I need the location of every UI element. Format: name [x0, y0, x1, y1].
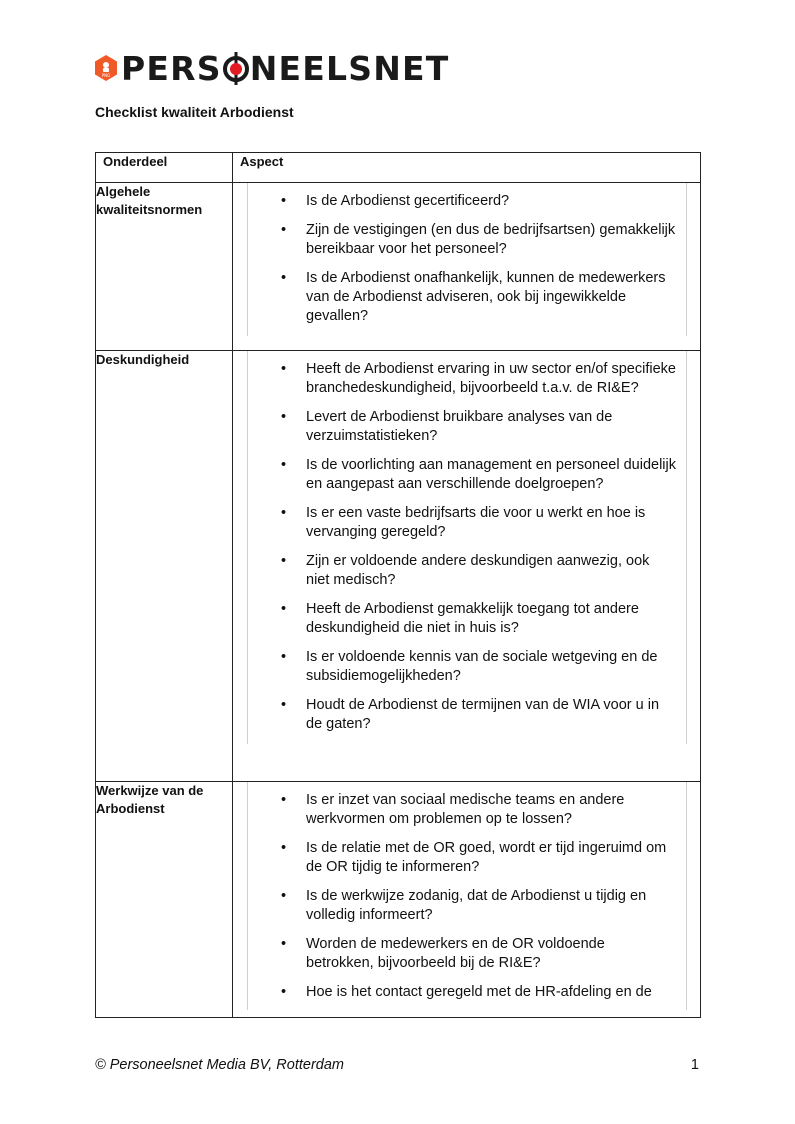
bullet-icon: • [281, 361, 287, 377]
list-item: • Heeft de Arbodienst gemakkelijk toegang tot andere deskundigheid die niet in huis is? [281, 601, 639, 636]
list-item: • Is de werkwijze zodanig, dat de Arbodienst u tijdig en volledig informeert? [281, 888, 647, 923]
list-item: • Is er voldoende kennis van de sociale wetgeving en de subsidiemogelijkheden? [281, 649, 658, 684]
list-item: • Is de relatie met de OR goed, wordt er tijd ingeruimd om de OR tijdig te informeren? [281, 840, 667, 875]
header-aspect: Aspect [233, 153, 701, 183]
checklist-table [95, 152, 701, 1018]
bullet-icon: • [281, 984, 287, 1000]
bullet-icon: • [281, 792, 287, 808]
bullet-icon: • [281, 457, 287, 473]
bullet-icon: • [281, 649, 287, 665]
bullet-icon: • [281, 936, 287, 952]
list-item: • Worden de medewerkers en de OR voldoende betrokken, bijvoorbeeld bij de RI&E? [281, 936, 605, 971]
hexagon-badge-icon [95, 55, 117, 81]
bullet-icon: • [281, 270, 287, 286]
list-item: • Houdt de Arbodienst de termijnen van de WIA voor u in de gaten? [281, 697, 660, 732]
bullet-icon: • [281, 840, 287, 856]
personeelsnet-logo [95, 50, 450, 86]
list-item: • Zijn de vestigingen (en dus de bedrijfsartsen) gemakkelijk bereikbaar voor het personeel? [281, 222, 676, 257]
aspect-list [248, 360, 686, 734]
table-row [96, 183, 701, 351]
aspect-list [248, 791, 686, 1002]
table-header-row [96, 153, 701, 183]
bullet-icon: • [281, 601, 287, 617]
bullet-icon: • [281, 193, 287, 209]
bullet-icon: • [281, 505, 287, 521]
list-item: • Hoe is het contact geregeld met de HR-afdeling en de [281, 984, 652, 1000]
aspect-list [248, 192, 686, 326]
logo-text-part1: PERS [121, 48, 222, 88]
list-item: • Is de voorlichting aan management en personeel duidelijk en aangepast aan verschillende doelgroepen? [281, 457, 676, 492]
bullet-icon: • [281, 697, 287, 713]
page-number: 1 [690, 1057, 699, 1073]
bullet-icon: • [281, 553, 287, 569]
target-o-icon [223, 52, 249, 85]
table-row [96, 782, 701, 1018]
logo-badge-text: PNO [101, 73, 111, 78]
bullet-icon: • [281, 888, 287, 904]
bullet-icon: • [281, 222, 287, 238]
list-item: • Is er inzet van sociaal medische teams en andere werkvormen om problemen op te lossen? [281, 792, 625, 827]
header-onderdeel: Onderdeel [96, 153, 233, 183]
section-name: Deskundigheid [96, 351, 233, 782]
section-name: Algehele kwaliteitsnormen [96, 183, 233, 351]
section-aspects [233, 183, 701, 351]
list-item: • Is de Arbodienst gecertificeerd? [281, 193, 510, 209]
footer-copyright: © Personeelsnet Media BV, Rotterdam [95, 1057, 344, 1073]
document-title: Checklist kwaliteit Arbodienst [95, 104, 294, 120]
list-item: • Levert de Arbodienst bruikbare analyses van de verzuimstatistieken? [281, 409, 613, 444]
list-item: • Is de Arbodienst onafhankelijk, kunnen de medewerkers van de Arbodienst adviseren, ook bij ingewikkelde gevallen? [281, 270, 666, 324]
logo-wordmark [121, 48, 450, 88]
section-aspects [233, 782, 701, 1018]
table-row [96, 351, 701, 782]
bullet-icon: • [281, 409, 287, 425]
section-aspects [233, 351, 701, 782]
list-item: • Is er een vaste bedrijfsarts die voor u werkt en hoe is vervanging geregeld? [281, 505, 646, 540]
section-name: Werkwijze van de Arbodienst [96, 782, 233, 1018]
logo-text-part2: NEELSNET [249, 48, 450, 88]
list-item: • Zijn er voldoende andere deskundigen aanwezig, ook niet medisch? [281, 553, 650, 588]
list-item: • Heeft de Arbodienst ervaring in uw sector en/of specifieke branchedeskundigheid, bijvoorbeeld t.a.v. de RI&E? [281, 361, 676, 396]
